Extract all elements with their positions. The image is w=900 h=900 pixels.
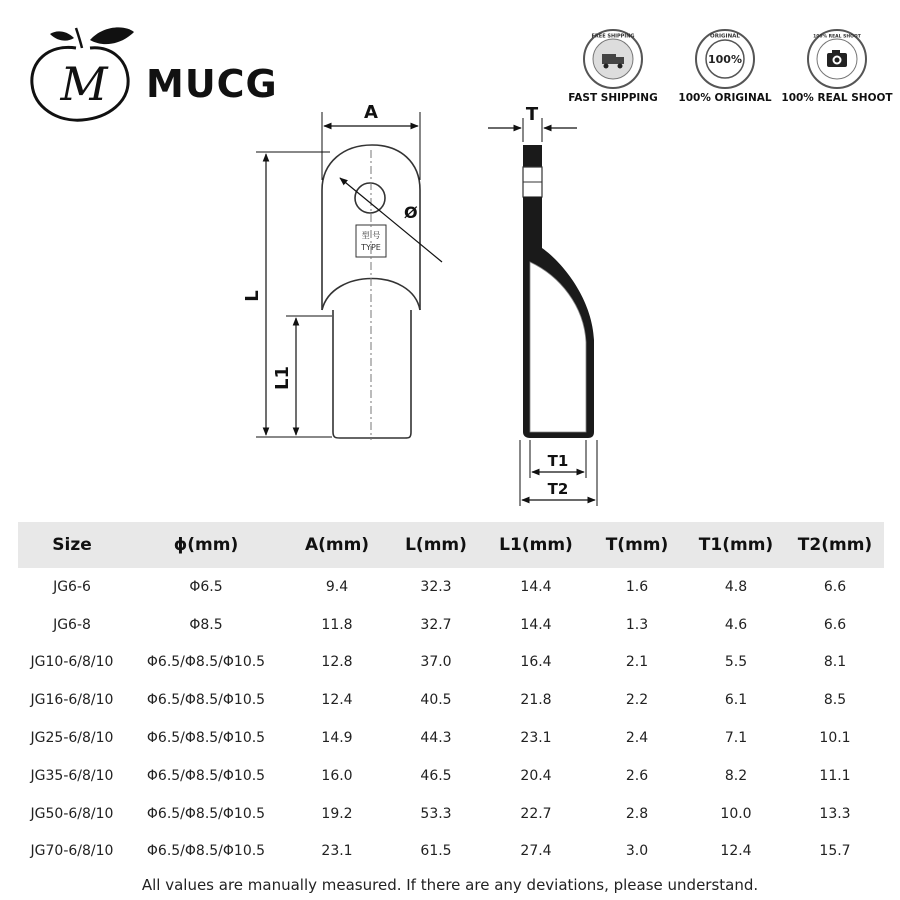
table-cell: 12.4 xyxy=(720,843,752,860)
table-row xyxy=(18,644,884,682)
column-header: T2(mm) xyxy=(797,535,873,555)
table-row xyxy=(18,568,884,606)
table-cell: 16.0 xyxy=(321,767,353,784)
table-cell: 27.4 xyxy=(520,843,552,860)
column-header: L(mm) xyxy=(405,535,467,555)
table-cell: 53.3 xyxy=(420,805,452,822)
table-cell: JG10-6/8/10 xyxy=(30,654,114,671)
column-header: ϕ(mm) xyxy=(173,535,239,555)
badge-label: 100% REAL SHOOT xyxy=(781,92,893,104)
table-row xyxy=(18,757,884,795)
table-body xyxy=(18,568,884,870)
table-cell: 32.7 xyxy=(420,616,452,633)
table-cell: 44.3 xyxy=(420,730,452,747)
table-cell: 2.4 xyxy=(625,730,649,747)
table-cell: 37.0 xyxy=(420,654,452,671)
table-cell: 10.1 xyxy=(819,730,851,747)
table-cell: 2.1 xyxy=(625,654,649,671)
table-cell: Φ6.5/Φ8.5/Φ10.5 xyxy=(146,767,266,784)
brand-name: MUCG xyxy=(146,62,278,106)
table-cell: 14.4 xyxy=(520,578,552,595)
table-cell: 8.1 xyxy=(823,654,847,671)
table-cell: Φ6.5/Φ8.5/Φ10.5 xyxy=(146,843,266,860)
table-cell: 6.6 xyxy=(823,616,847,633)
table-cell: 12.8 xyxy=(321,654,353,671)
type-stamp-line2: TYPE xyxy=(361,243,381,252)
table-cell: 14.4 xyxy=(520,616,552,633)
table-cell: JG6-8 xyxy=(53,616,91,633)
table-row xyxy=(18,719,884,757)
table-cell: Φ6.5/Φ8.5/Φ10.5 xyxy=(146,730,266,747)
table-cell: Φ6.5 xyxy=(189,578,223,595)
badge-ring-text: FREE SHIPPING xyxy=(591,33,635,40)
table-cell: 3.0 xyxy=(625,843,649,860)
table-cell: 61.5 xyxy=(420,843,452,860)
seal-center-text: 100% xyxy=(708,53,742,66)
table-cell: 9.4 xyxy=(325,578,349,595)
dim-label-diameter: Ø xyxy=(404,203,418,222)
table-cell: 13.3 xyxy=(819,805,851,822)
table-cell: 15.7 xyxy=(819,843,851,860)
table-cell: 12.4 xyxy=(321,692,353,709)
table-cell: 20.4 xyxy=(520,767,552,784)
column-header: Size xyxy=(52,535,92,555)
table-cell: 19.2 xyxy=(321,805,353,822)
table-cell: 22.7 xyxy=(520,805,552,822)
table-row xyxy=(18,606,884,644)
table-cell: JG50-6/8/10 xyxy=(30,805,114,822)
table-cell: 16.4 xyxy=(520,654,552,671)
table-cell: 5.5 xyxy=(724,654,748,671)
table-cell: 1.3 xyxy=(625,616,649,633)
table-cell: 6.1 xyxy=(724,692,748,709)
badge-label: 100% ORIGINAL xyxy=(678,92,772,104)
column-header: A(mm) xyxy=(304,535,370,555)
dim-label-t: T xyxy=(525,104,539,125)
table-cell: 11.1 xyxy=(819,767,851,784)
dim-label-a: A xyxy=(364,102,378,123)
dim-label-l1: L1 xyxy=(272,366,293,390)
table-cell: 46.5 xyxy=(420,767,452,784)
table-header-row xyxy=(18,522,884,568)
logo-letter: M xyxy=(60,57,108,111)
spec-table xyxy=(18,522,884,870)
table-cell: 2.8 xyxy=(625,805,649,822)
table-cell: JG35-6/8/10 xyxy=(30,767,114,784)
measurement-footnote: All values are manually measured. If there are any deviations, please understand. xyxy=(141,876,759,894)
table-cell: Φ8.5 xyxy=(189,616,223,633)
table-row xyxy=(18,833,884,871)
table-cell: 40.5 xyxy=(420,692,452,709)
table-cell: 4.8 xyxy=(724,578,748,595)
table-cell: JG6-6 xyxy=(53,578,91,595)
column-header: T(mm) xyxy=(605,535,669,555)
table-cell: Φ6.5/Φ8.5/Φ10.5 xyxy=(146,805,266,822)
table-cell: 4.6 xyxy=(724,616,748,633)
table-cell: 6.6 xyxy=(823,578,847,595)
table-cell: Φ6.5/Φ8.5/Φ10.5 xyxy=(146,692,266,709)
table-cell: 14.9 xyxy=(321,730,353,747)
table-cell: 8.5 xyxy=(823,692,847,709)
table-cell: 21.8 xyxy=(520,692,552,709)
badge-label: FAST SHIPPING xyxy=(568,92,658,104)
lug-side-view xyxy=(523,145,594,438)
table-row xyxy=(18,681,884,719)
dim-label-l: L xyxy=(242,290,263,302)
table-cell: Φ6.5/Φ8.5/Φ10.5 xyxy=(146,654,266,671)
table-cell: JG16-6/8/10 xyxy=(30,692,114,709)
table-cell: JG70-6/8/10 xyxy=(30,843,114,860)
table-cell: 2.2 xyxy=(625,692,649,709)
table-cell: 11.8 xyxy=(321,616,353,633)
dim-label-t2: T2 xyxy=(547,480,569,498)
table-cell: 32.3 xyxy=(420,578,452,595)
table-cell: 10.0 xyxy=(720,805,752,822)
table-cell: 23.1 xyxy=(520,730,552,747)
badge-ring-text: ORIGINAL xyxy=(710,33,740,40)
column-header: L1(mm) xyxy=(499,535,573,555)
table-cell: 23.1 xyxy=(321,843,353,860)
table-row xyxy=(18,795,884,833)
table-cell: 1.6 xyxy=(625,578,649,595)
column-header: T1(mm) xyxy=(698,535,774,555)
table-cell: 8.2 xyxy=(724,767,748,784)
table-cell: JG25-6/8/10 xyxy=(30,730,114,747)
badge-ring-text: 100% REAL SHOOT xyxy=(813,34,861,40)
table-cell: 2.6 xyxy=(625,767,649,784)
type-stamp-line1: 型 号 xyxy=(361,231,381,240)
table-cell: 7.1 xyxy=(724,730,748,747)
dim-label-t1: T1 xyxy=(547,452,569,470)
